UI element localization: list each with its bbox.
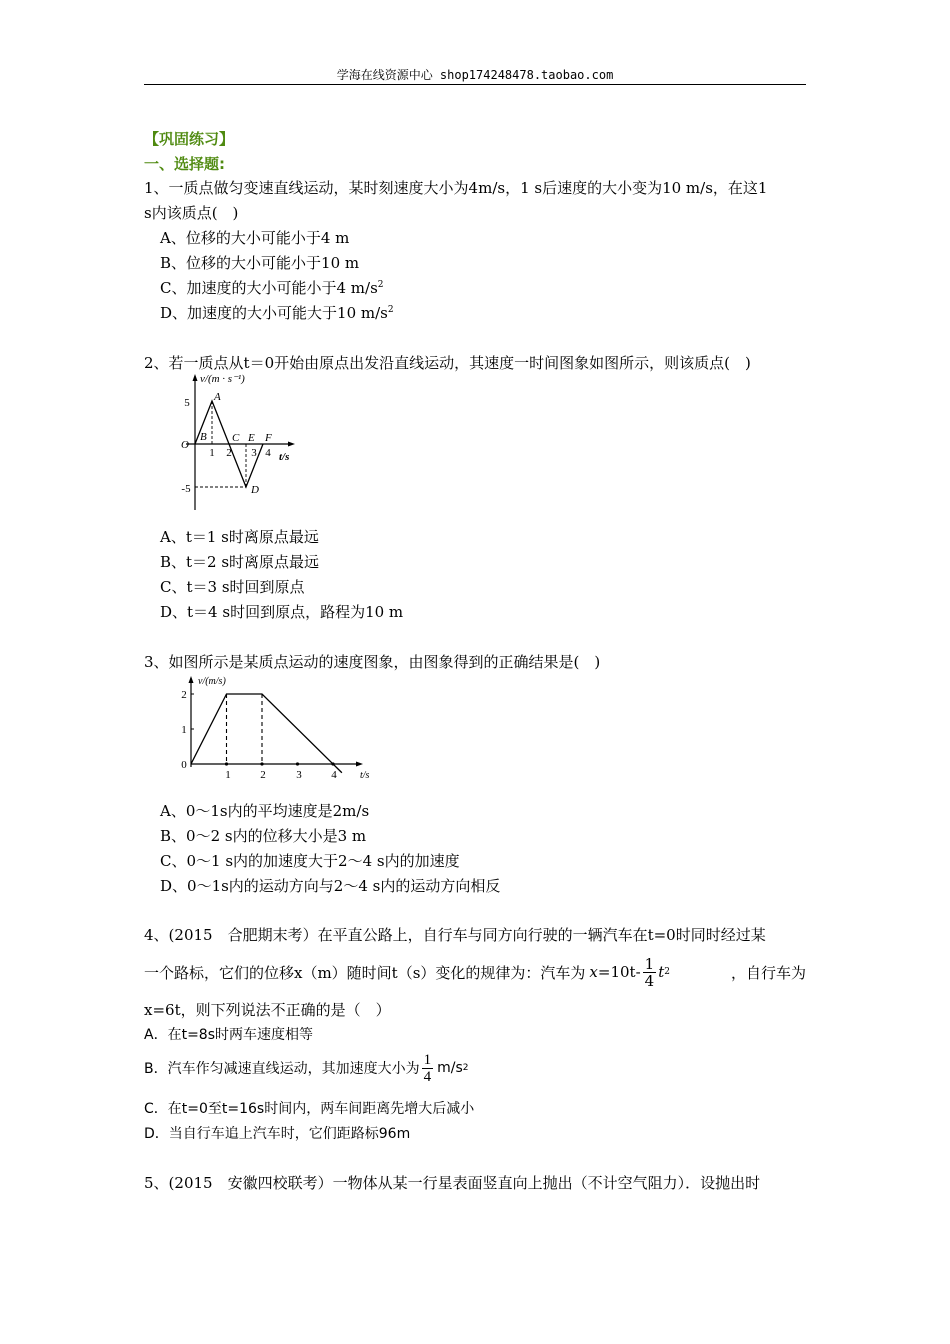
q3-xtick-dot-3 <box>296 762 299 765</box>
q2-origin: O <box>181 439 189 451</box>
q3-ytick-1: 1 <box>181 724 187 736</box>
section-subtitle: 一、选择题: <box>144 155 225 173</box>
q4-optionb-fraction: $\frac{1}{4}$ <box>423 1051 432 1085</box>
q3-xtick-1: 1 <box>225 769 231 781</box>
q2-label-F: F <box>265 432 272 444</box>
q4-option-d: D．当自行车追上汽车时，它们距路标96m <box>144 1126 411 1142</box>
q2-label-A: A <box>214 391 221 403</box>
q3-option-a: A、0～1s内的平均速度是2m/s <box>160 802 370 820</box>
q2-label-B: B <box>200 431 207 443</box>
q2-xtick-2: 2 <box>226 447 232 459</box>
header-rule <box>144 84 806 85</box>
q3-vt-graph <box>176 672 376 784</box>
section-title: 【巩固练习】 <box>144 130 235 148</box>
q1-text-line2: s内该质点( ) <box>144 204 239 222</box>
q3-xtick-dot-1 <box>225 762 228 765</box>
page-header: 学海在线资源中心 shop174248478.taobao.com <box>336 68 614 82</box>
q3-text-line1: 3、如图所示是某质点运动的速度图象，由图象得到的正确结果是( ) <box>144 653 601 671</box>
q1-text-line1: 1、一质点做匀变速直线运动，某时刻速度大小为4m/s，1 s后速度的大小变为10 m/s，在这1 <box>144 179 768 197</box>
q1-option-a: A、位移的大小可能小于4 m <box>160 229 350 247</box>
q2-xtick-3: 3 <box>251 447 257 459</box>
q2-ytick-5: 5 <box>184 397 190 409</box>
q2-option-b: B、t＝2 s时离原点最远 <box>160 553 320 571</box>
q5-text-line1: 5、(2015 安徽四校联考）一物体从某一行星表面竖直向上抛出（不计空气阻力）．设抛出时 <box>144 1174 761 1192</box>
q4-option-c: C．在t=0至t=16s时间内，两车间距离先增大后减小 <box>144 1101 475 1117</box>
q4-text-line1: 4、(2015 合肥期末考）在平直公路上，自行车与同方向行驶的一辆汽车在t=0时同时经过某 <box>144 926 766 944</box>
q3-ylabel: v/(m/s) <box>198 676 226 687</box>
q2-ylabel: v/(m · s⁻¹) <box>200 373 245 385</box>
q2-ytick-neg5: -5 <box>181 483 191 495</box>
q1-option-b: B、位移的大小可能小于10 m <box>160 254 360 272</box>
q4-text-line2: 一个路标，它们的位移x（m）随时间t（s）变化的规律为：汽车为 x =10t- $\frac{1}{4}$ t 2 ，自行车为 <box>144 954 806 990</box>
q2-label-E: E <box>248 432 255 444</box>
q4-text-line3: x=6t，则下列说法不正确的是（ ） <box>144 1001 391 1019</box>
q1-option-c: C、加速度的大小可能小于4 $m/s^2$ <box>160 279 384 297</box>
q2-text-line1: 2、若一质点从t＝0开始由原点出发沿直线运动，其速度一时间图象如图所示，则该质点( ) <box>144 354 751 372</box>
q3-xtick-dot-4 <box>331 762 334 765</box>
q2-label-C: C <box>232 432 240 444</box>
q3-xtick-4: 4 <box>331 769 337 781</box>
q3-option-b: B、0～2 s内的位移大小是3 m <box>160 827 367 845</box>
q2-vt-graph <box>178 372 308 514</box>
q3-option-c: C、0～1 s内的加速度大于2～4 s内的加速度 <box>160 852 460 870</box>
q2-label-D: D <box>251 484 259 496</box>
q4-option-a: A．在t=8s时两车速度相等 <box>144 1027 313 1043</box>
q3-xtick-2: 2 <box>260 769 266 781</box>
q3-vt-series-line <box>191 694 342 773</box>
q3-ytick-2: 2 <box>181 689 187 701</box>
q3-ytick-0: 0 <box>181 759 187 771</box>
q3-xtick-dot-2 <box>260 762 263 765</box>
q2-xlabel: t/s <box>279 451 290 463</box>
q4-formula-fraction: $\frac{1}{4}$ <box>644 954 655 990</box>
q1-option-d: D、加速度的大小可能大于10 $m/s^2$ <box>160 304 394 322</box>
q4-option-b: B．汽车作匀减速直线运动，其加速度大小为 $\frac{1}{4}$ m/s 2 <box>144 1051 469 1085</box>
q2-option-c: C、t＝3 s时回到原点 <box>160 578 305 596</box>
q2-xtick-1: 1 <box>209 447 215 459</box>
q3-xlabel: t/s <box>360 770 370 781</box>
q2-option-a: A、t＝1 s时离原点最远 <box>160 528 319 546</box>
q3-option-d: D、0～1s内的运动方向与2～4 s内的运动方向相反 <box>160 877 501 895</box>
q2-option-d: D、t＝4 s时回到原点，路程为10 m <box>160 603 404 621</box>
q3-xtick-3: 3 <box>296 769 302 781</box>
q2-xtick-4: 4 <box>265 447 271 459</box>
